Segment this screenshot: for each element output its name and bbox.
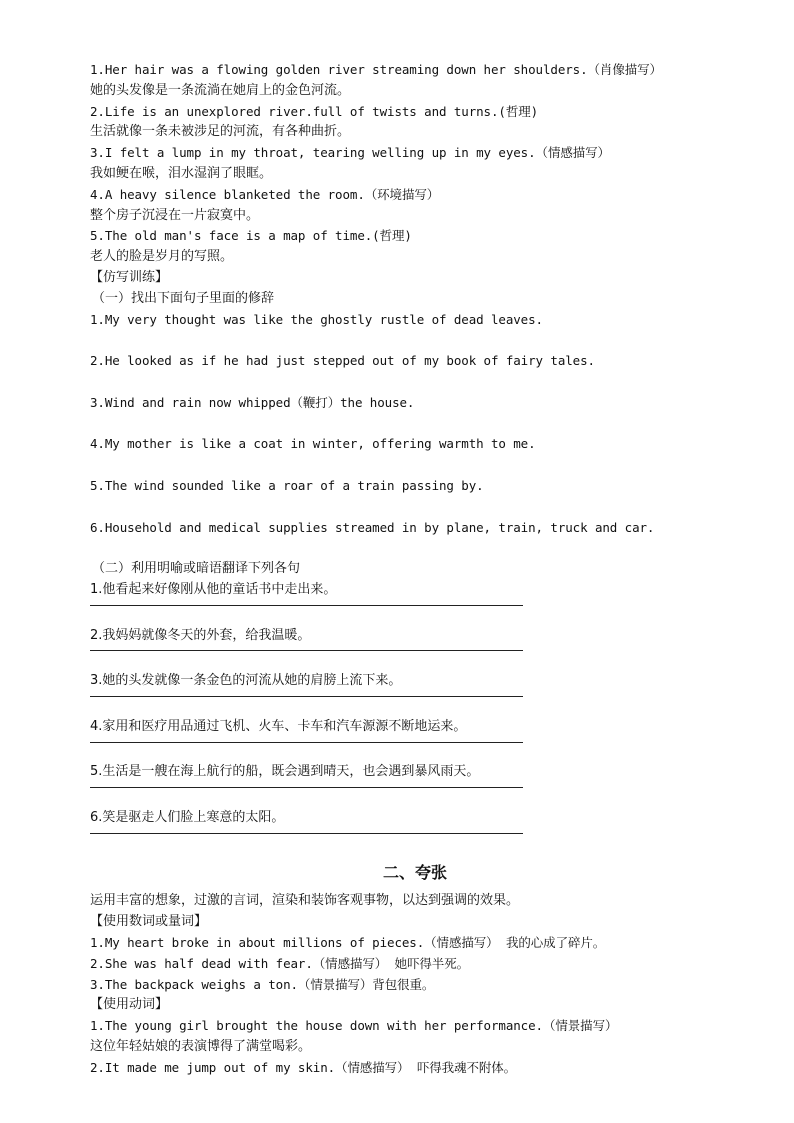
section-intro: 运用丰富的想象，过激的言词，渲染和装饰客观事物，以达到强调的效果。 bbox=[90, 893, 520, 909]
example-1-en: 1.Her hair was a flowing golden river streaming down her shoulders.（肖像描写） bbox=[90, 62, 662, 77]
answer-gap bbox=[90, 538, 740, 559]
answer-line[interactable] bbox=[90, 787, 740, 808]
answer-gap bbox=[90, 330, 740, 351]
example-4-zh: 整个房子沉浸在一片寂寞中。 bbox=[90, 207, 260, 223]
answer-gap bbox=[90, 497, 740, 518]
task2-item-2: 2.我妈妈就像冬天的外套，给我温暖。 bbox=[90, 627, 311, 643]
task2-item-5: 5.生活是一艘在海上航行的船，既会遇到晴天，也会遇到暴风雨天。 bbox=[90, 764, 480, 780]
answer-line[interactable] bbox=[90, 833, 740, 854]
example-5-en: 5.The old man's face is a map of time.(哲理) bbox=[90, 228, 412, 244]
task1-item-3: 3.Wind and rain now whipped（鞭打）the house. bbox=[90, 394, 415, 410]
answer-line[interactable] bbox=[90, 650, 740, 671]
document-page bbox=[90, 60, 740, 1079]
section-title: 二、夸张 bbox=[382, 863, 447, 883]
example-1-zh: 她的头发像是一条流淌在她肩上的金色河流。 bbox=[90, 82, 351, 98]
answer-gap bbox=[90, 455, 740, 476]
answer-line[interactable] bbox=[90, 696, 740, 717]
example-3-en: 3.I felt a lump in my throat, tearing welling up in my eyes.（情感描写） bbox=[90, 145, 610, 161]
answer-gap bbox=[90, 414, 740, 435]
numerals-item-3: 3.The backpack weighs a ton.（情景描写）背包很重。 bbox=[90, 976, 435, 992]
answer-line[interactable] bbox=[90, 605, 740, 626]
task1-heading: （一）找出下面句子里面的修辞 bbox=[92, 290, 275, 306]
task1-item-6: 6.Household and medical supplies streamed in by plane, train, truck and car. bbox=[90, 519, 655, 535]
task2-item-4: 4.家用和医疗用品通过飞机、火车、卡车和汽车源源不断地运来。 bbox=[90, 718, 467, 734]
example-3-zh: 我如鲠在喉，泪水湿润了眼眶。 bbox=[90, 165, 273, 181]
task1-item-2: 2.He looked as if he had just stepped out of my book of fairy tales. bbox=[90, 353, 595, 369]
example-2-zh: 生活就像一条未被涉足的河流，有各种曲折。 bbox=[90, 124, 351, 140]
task2-item-1: 1.他看起来好像刚从他的童话书中走出来。 bbox=[90, 581, 337, 597]
task2-heading: （二）利用明喻或暗语翻译下列各句 bbox=[92, 561, 301, 577]
task1-item-4: 4.My mother is like a coat in winter, offering warmth to me. bbox=[90, 436, 536, 452]
task2-item-3: 3.她的头发就像一条金色的河流从她的肩膀上流下来。 bbox=[90, 673, 402, 689]
numerals-item-1: 1.My heart broke in about millions of pieces.（情感描写） 我的心成了碎片。 bbox=[90, 935, 606, 951]
verbs-item-2-en: 2.It made me jump out of my skin.（情感描写） 吓得我魂不附体。 bbox=[90, 1059, 517, 1075]
task2-item-6: 6.笑是驱走人们脸上寒意的太阳。 bbox=[90, 809, 285, 825]
answer-gap bbox=[90, 372, 740, 393]
answer-line[interactable] bbox=[90, 742, 740, 763]
example-4-en: 4.A heavy silence blanketed the room.（环境描写） bbox=[90, 186, 440, 202]
verbs-item-1-en: 1.The young girl brought the house down with her performance.（情景描写） bbox=[90, 1018, 618, 1034]
task1-item-5: 5.The wind sounded like a roar of a train passing by. bbox=[90, 477, 484, 493]
numerals-item-2: 2.She was half dead with fear.（情感描写） 她吓得半死。 bbox=[90, 955, 469, 971]
practice-heading: 【仿写训练】 bbox=[90, 269, 169, 285]
example-5-zh: 老人的脸是岁月的写照。 bbox=[90, 249, 234, 265]
verbs-item-1-zh: 这位年轻姑娘的表演博得了满堂喝彩。 bbox=[90, 1039, 312, 1055]
task1-item-1: 1.My very thought was like the ghostly rustle of dead leaves. bbox=[90, 311, 543, 327]
example-2-en: 2.Life is an unexplored river.full of twists and turns.(哲理) bbox=[90, 103, 539, 119]
verbs-heading: 【使用动词】 bbox=[90, 997, 169, 1013]
numerals-heading: 【使用数词或量词】 bbox=[90, 914, 208, 930]
